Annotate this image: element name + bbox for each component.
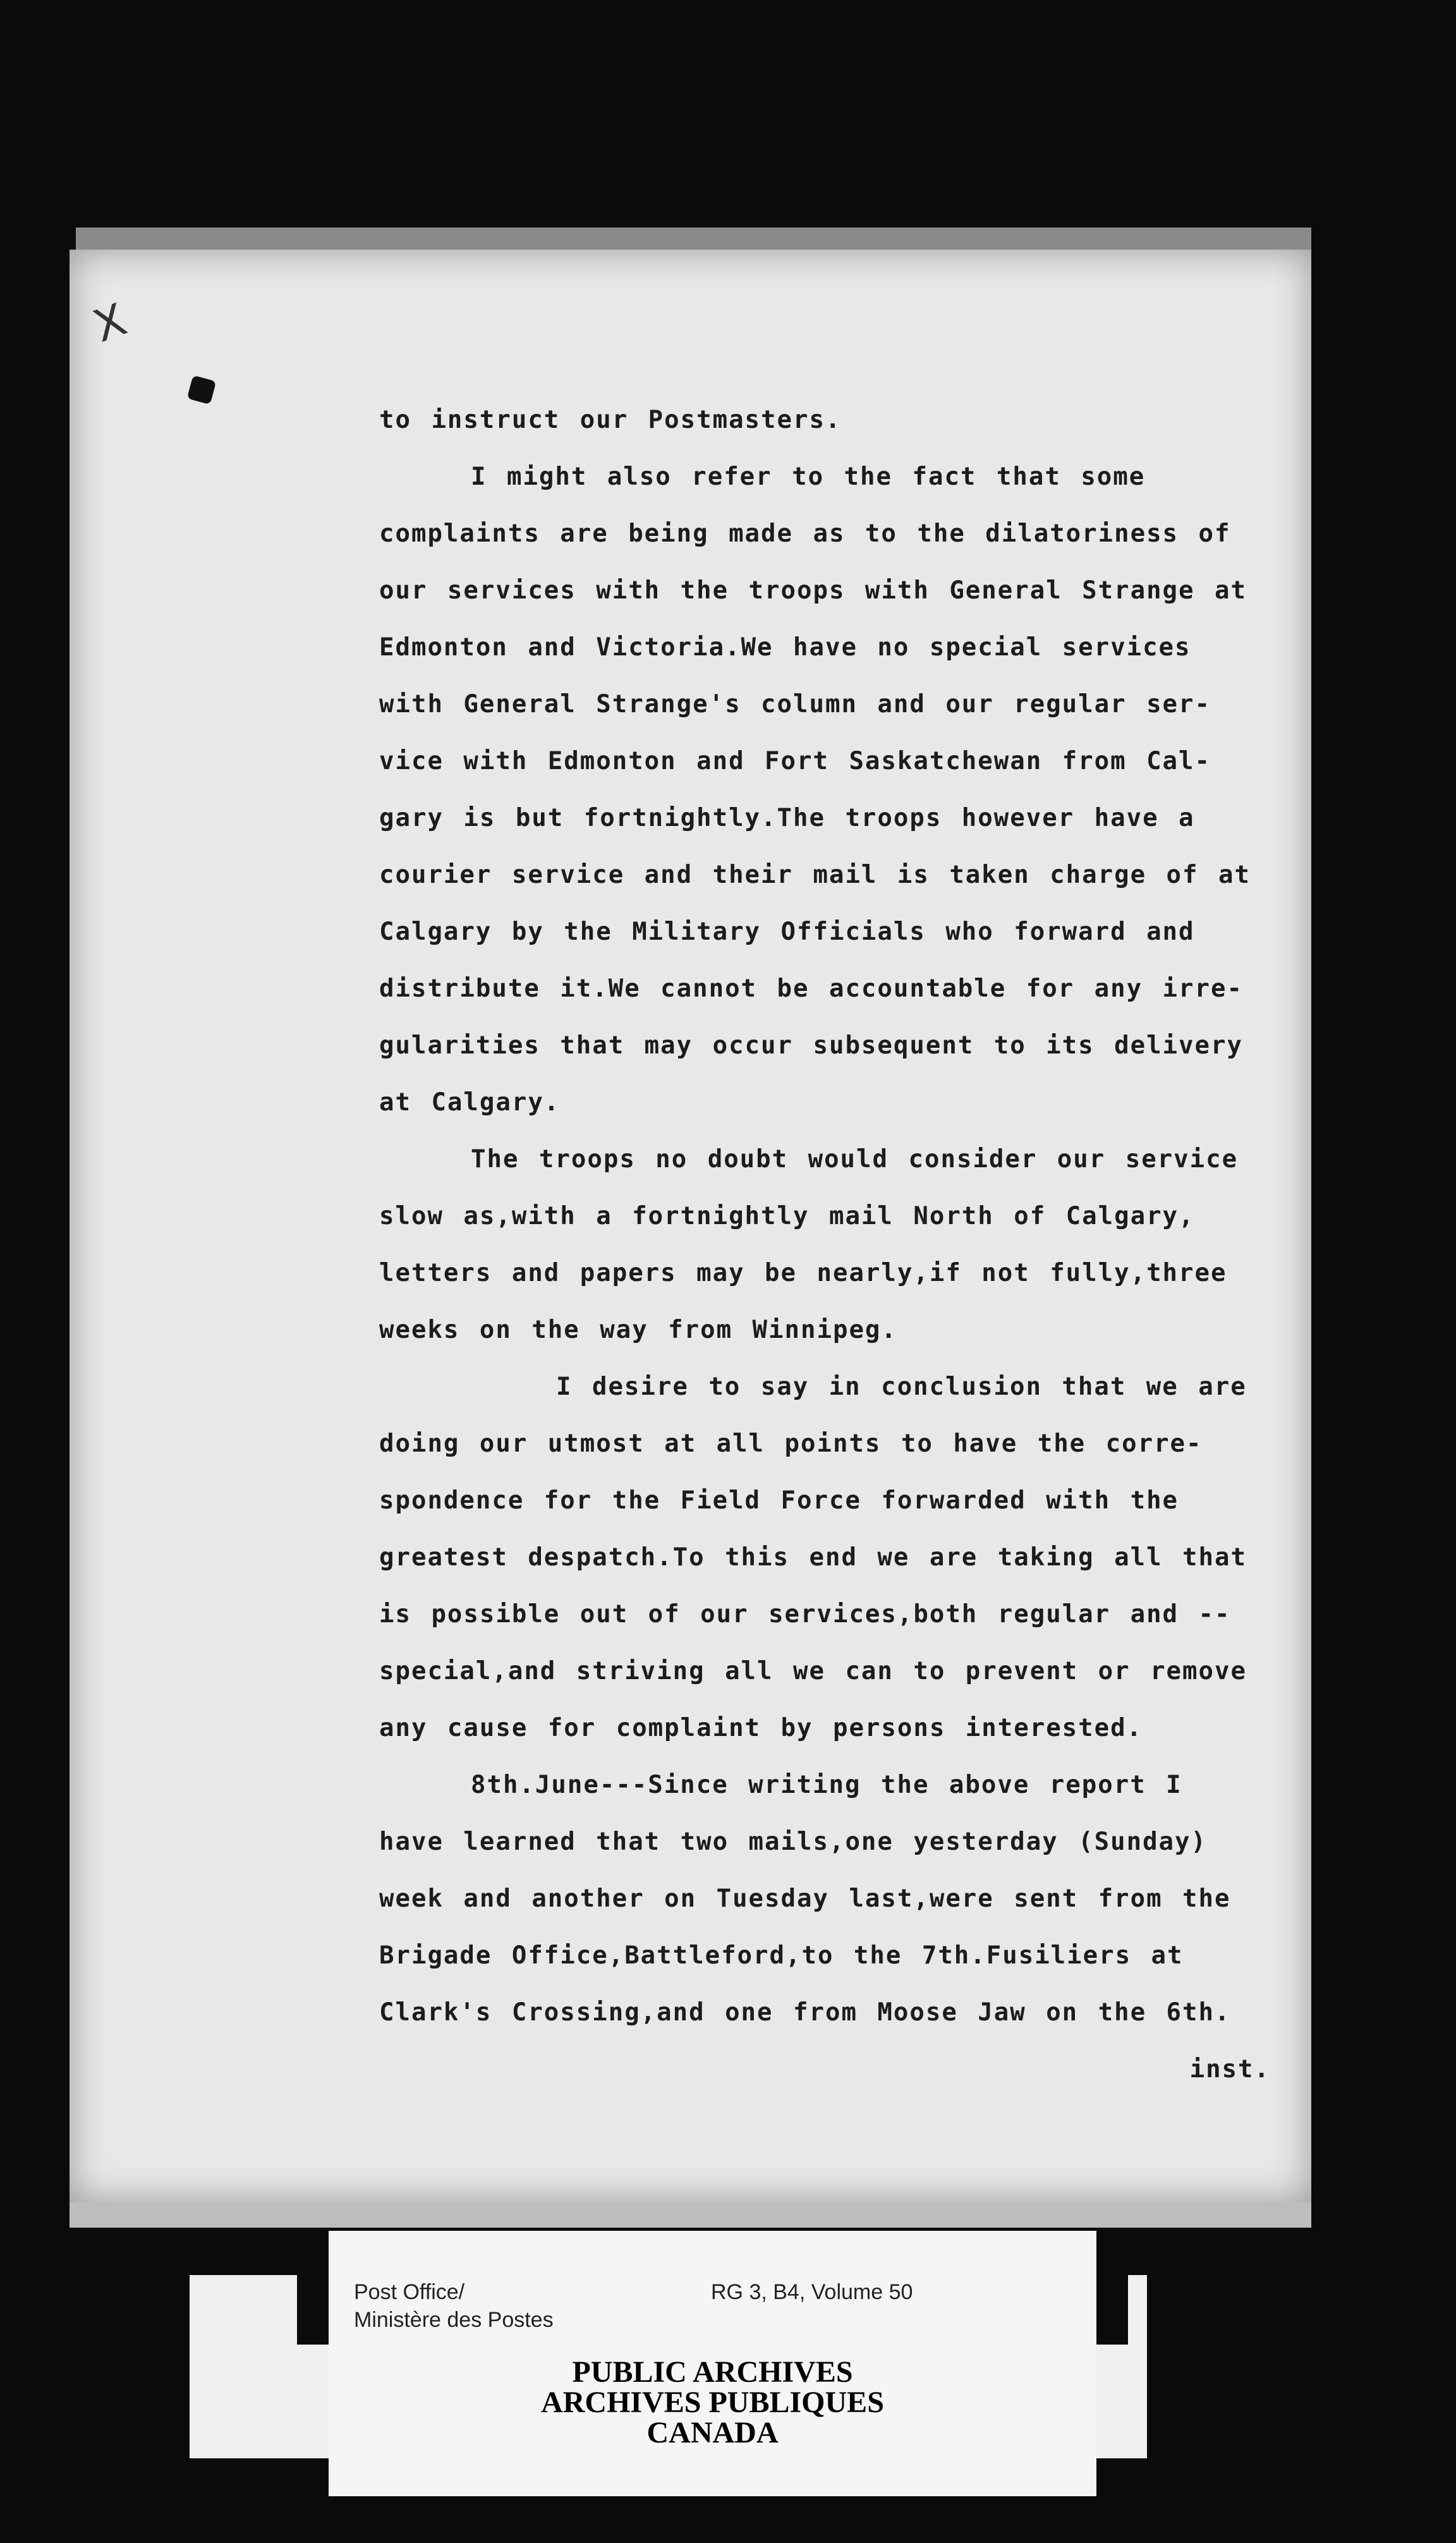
- text-line: at Calgary.: [379, 1088, 561, 1117]
- text-line: courier service and their mail is taken charge of at: [379, 861, 1251, 889]
- text-line: doing our utmost at all points to have the corre-: [379, 1429, 1203, 1458]
- text-line: Calgary by the Military Officials who forward and: [379, 918, 1195, 946]
- text-line: Clark's Crossing,and one from Moose Jaw on the 6th.: [379, 1998, 1231, 2027]
- text-line: week and another on Tuesday last,were sent from the: [379, 1884, 1231, 1913]
- margin-mark: X: [87, 293, 133, 353]
- text-line: with General Strange's column and our regular ser-: [379, 690, 1211, 719]
- text-line: gularities that may occur subsequent to its delivery: [379, 1031, 1243, 1060]
- text-line: 8th.June---Since writing the above report I: [471, 1771, 1182, 1799]
- text-line: weeks on the way from Winnipeg.: [379, 1316, 897, 1344]
- text-line: complaints are being made as to the dilatoriness of: [379, 519, 1231, 548]
- text-line: I might also refer to the fact that some: [471, 463, 1146, 491]
- typed-letter-body: [379, 392, 1277, 2098]
- label-notch: [297, 2275, 329, 2345]
- text-line: slow as,with a fortnightly mail North of Calgary,: [379, 1202, 1195, 1230]
- text-line: have learned that two mails,one yesterday (Sunday): [379, 1828, 1207, 1856]
- text-line: distribute it.We cannot be accountable for any irre-: [379, 974, 1243, 1003]
- label-department-en: Post Office/: [354, 2280, 465, 2304]
- label-notch: [1096, 2275, 1128, 2345]
- text-line: The troops no doubt would consider our service: [471, 1145, 1239, 1174]
- text-line: I desire to say in conclusion that we are: [556, 1373, 1247, 1401]
- text-line: special,and striving all we can to prevent or remove: [379, 1657, 1247, 1685]
- text-line: greatest despatch.To this end we are taking all that: [379, 1543, 1247, 1572]
- archives-stamp: [329, 2357, 1096, 2448]
- label-department-fr: Ministère des Postes: [354, 2308, 554, 2332]
- text-line: is possible out of our services,both regular and --: [379, 1600, 1231, 1629]
- label-reference: RG 3, B4, Volume 50: [711, 2280, 913, 2304]
- text-line: inst.: [1189, 2055, 1270, 2084]
- text-line: gary is but fortnightly.The troops however have a: [379, 804, 1195, 832]
- text-line: Brigade Office,Battleford,to the 7th.Fusiliers at: [379, 1941, 1184, 1970]
- text-line: to instruct our Postmasters.: [379, 406, 842, 434]
- text-line: our services with the troops with General Strange at: [379, 576, 1247, 605]
- archives-line-1: PUBLIC ARCHIVES: [572, 2355, 853, 2389]
- text-line: spondence for the Field Force forwarded with the: [379, 1486, 1179, 1515]
- text-line: any cause for complaint by persons interested.: [379, 1714, 1143, 1742]
- archives-line-2: ARCHIVES PUBLIQUES: [541, 2386, 884, 2419]
- text-line: vice with Edmonton and Fort Saskatchewan from Cal-: [379, 747, 1211, 775]
- text-line: letters and papers may be nearly,if not fully,three: [379, 1259, 1227, 1287]
- archives-line-3: CANADA: [646, 2416, 779, 2449]
- text-line: Edmonton and Victoria.We have no special services: [379, 633, 1191, 662]
